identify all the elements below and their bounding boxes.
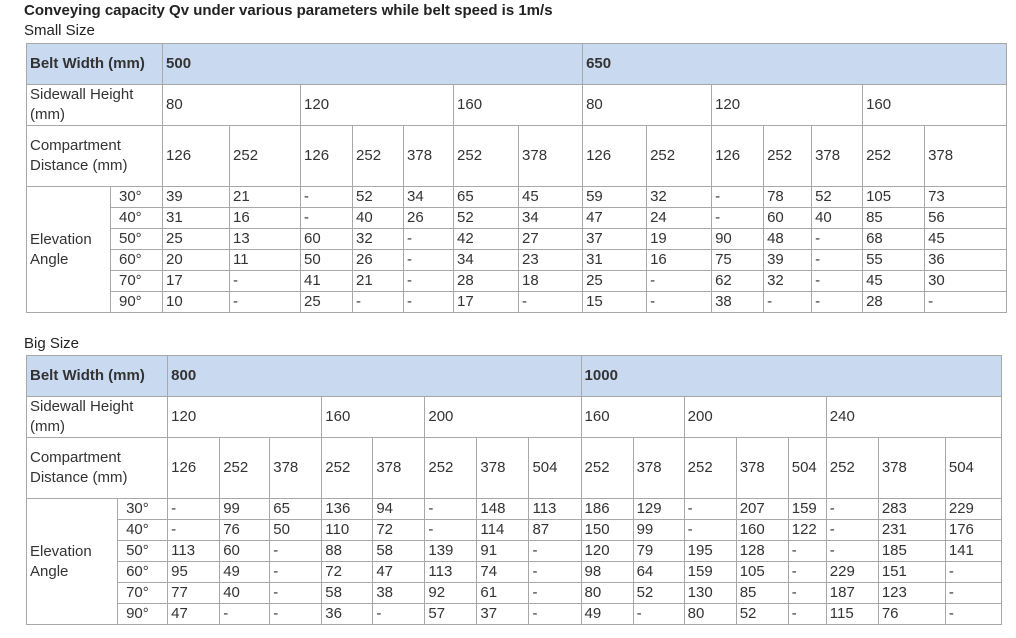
capacity-cell: 88 [322, 541, 373, 562]
capacity-cell: - [301, 187, 353, 208]
capacity-cell: 41 [301, 271, 353, 292]
capacity-cell: 87 [529, 520, 581, 541]
capacity-cell: 38 [712, 292, 764, 313]
capacity-cell: 28 [863, 292, 925, 313]
capacity-cell: 34 [454, 250, 519, 271]
sidewall-value: 120 [301, 85, 454, 126]
capacity-cell: 176 [945, 520, 1001, 541]
capacity-cell: 17 [163, 271, 230, 292]
capacity-cell: 55 [863, 250, 925, 271]
compartment-value: 504 [788, 438, 826, 499]
capacity-cell: 62 [712, 271, 764, 292]
capacity-cell: 52 [736, 604, 788, 625]
capacity-cell: - [812, 229, 863, 250]
compartment-label: Compartment Distance (mm) [27, 126, 163, 187]
table-row [27, 187, 1007, 208]
belt-width-label: Belt Width (mm) [27, 356, 168, 397]
capacity-cell: - [220, 604, 270, 625]
capacity-cell: - [404, 229, 454, 250]
capacity-cell: 105 [736, 562, 788, 583]
capacity-cell: 79 [633, 541, 684, 562]
sidewall-value: 160 [863, 85, 1007, 126]
table-row [27, 520, 1002, 541]
compartment-value: 504 [529, 438, 581, 499]
compartment-value: 378 [270, 438, 322, 499]
angle-cell: 60° [118, 562, 168, 583]
capacity-cell: 40 [812, 208, 863, 229]
elevation-label: Elevation Angle [27, 499, 118, 625]
capacity-cell: 31 [583, 250, 647, 271]
capacity-cell: 85 [863, 208, 925, 229]
angle-cell: 50° [118, 541, 168, 562]
capacity-cell: 130 [684, 583, 736, 604]
capacity-cell: 105 [863, 187, 925, 208]
compartment-value: 378 [477, 438, 529, 499]
capacity-cell: 19 [647, 229, 712, 250]
angle-cell: 60° [111, 250, 163, 271]
compartment-value: 252 [220, 438, 270, 499]
angle-cell: 50° [111, 229, 163, 250]
sidewall-value: 120 [168, 397, 322, 438]
capacity-cell: 141 [945, 541, 1001, 562]
capacity-cell: 24 [647, 208, 712, 229]
capacity-cell: 52 [353, 187, 404, 208]
capacity-cell: - [270, 604, 322, 625]
capacity-cell: - [812, 250, 863, 271]
capacity-cell: 25 [583, 271, 647, 292]
capacity-cell: 52 [633, 583, 684, 604]
belt-width-value: 650 [583, 44, 1007, 85]
angle-cell: 70° [111, 271, 163, 292]
capacity-cell: 99 [220, 499, 270, 520]
capacity-cell: 60 [764, 208, 812, 229]
capacity-cell: 74 [477, 562, 529, 583]
capacity-cell: 185 [878, 541, 945, 562]
capacity-cell: 50 [270, 520, 322, 541]
capacity-cell: - [425, 520, 477, 541]
capacity-cell: - [647, 271, 712, 292]
sidewall-value: 200 [425, 397, 581, 438]
capacity-cell: 60 [220, 541, 270, 562]
capacity-cell: 18 [519, 271, 583, 292]
angle-cell: 40° [111, 208, 163, 229]
sidewall-value: 160 [581, 397, 684, 438]
capacity-cell: 52 [454, 208, 519, 229]
sidewall-value: 120 [712, 85, 863, 126]
capacity-cell: - [404, 271, 454, 292]
capacity-cell: - [945, 562, 1001, 583]
capacity-cell: 45 [925, 229, 1007, 250]
capacity-cell: 72 [373, 520, 425, 541]
capacity-cell: 39 [764, 250, 812, 271]
capacity-cell: - [788, 541, 826, 562]
capacity-cell: 92 [425, 583, 477, 604]
capacity-cell: - [230, 292, 301, 313]
capacity-cell: 49 [581, 604, 633, 625]
capacity-cell: 52 [812, 187, 863, 208]
capacity-cell: - [519, 292, 583, 313]
sidewall-row [27, 85, 1007, 126]
belt-width-row [27, 356, 1002, 397]
capacity-cell: 61 [477, 583, 529, 604]
compartment-label: Compartment Distance (mm) [27, 438, 168, 499]
table-row [27, 604, 1002, 625]
capacity-cell: 15 [583, 292, 647, 313]
table-row [27, 208, 1007, 229]
capacity-cell: 49 [220, 562, 270, 583]
capacity-cell: 45 [519, 187, 583, 208]
capacity-cell: 30 [925, 271, 1007, 292]
section-label-big: Big Size [24, 335, 80, 352]
compartment-value: 252 [425, 438, 477, 499]
compartment-value: 378 [633, 438, 684, 499]
capacity-cell: 113 [529, 499, 581, 520]
capacity-cell: 21 [230, 187, 301, 208]
capacity-cell: - [633, 604, 684, 625]
capacity-cell: 229 [826, 562, 878, 583]
capacity-cell: 26 [353, 250, 404, 271]
compartment-value: 378 [404, 126, 454, 187]
capacity-cell: 150 [581, 520, 633, 541]
capacity-cell: - [812, 271, 863, 292]
capacity-cell: 65 [270, 499, 322, 520]
capacity-cell: - [301, 208, 353, 229]
capacity-cell: 64 [633, 562, 684, 583]
sidewall-value: 200 [684, 397, 826, 438]
section-label-small: Small Size [24, 22, 95, 39]
small-size-table [26, 43, 1007, 313]
compartment-value: 378 [373, 438, 425, 499]
capacity-cell: 11 [230, 250, 301, 271]
compartment-value: 252 [863, 126, 925, 187]
capacity-cell: - [764, 292, 812, 313]
belt-width-value: 1000 [581, 356, 1001, 397]
table-row [27, 499, 1002, 520]
capacity-cell: 113 [425, 562, 477, 583]
compartment-value: 126 [163, 126, 230, 187]
capacity-cell: 58 [373, 541, 425, 562]
angle-cell: 40° [118, 520, 168, 541]
compartment-value: 378 [736, 438, 788, 499]
compartment-value: 252 [647, 126, 712, 187]
capacity-cell: 90 [712, 229, 764, 250]
capacity-cell: - [712, 208, 764, 229]
capacity-cell: 26 [404, 208, 454, 229]
capacity-cell: 76 [878, 604, 945, 625]
capacity-cell: 32 [647, 187, 712, 208]
capacity-cell: - [529, 604, 581, 625]
compartment-value: 126 [301, 126, 353, 187]
capacity-cell: - [826, 499, 878, 520]
capacity-cell: 10 [163, 292, 230, 313]
capacity-cell: - [425, 499, 477, 520]
capacity-cell: - [373, 604, 425, 625]
capacity-cell: - [529, 583, 581, 604]
capacity-cell: - [404, 250, 454, 271]
capacity-cell: - [788, 583, 826, 604]
capacity-cell: 75 [712, 250, 764, 271]
capacity-cell: 231 [878, 520, 945, 541]
sidewall-value: 160 [454, 85, 583, 126]
capacity-cell: 151 [878, 562, 945, 583]
capacity-cell: 98 [581, 562, 633, 583]
capacity-cell: 60 [301, 229, 353, 250]
capacity-cell: 20 [163, 250, 230, 271]
sidewall-value: 80 [583, 85, 712, 126]
table-row [27, 250, 1007, 271]
capacity-cell: 78 [764, 187, 812, 208]
table-row [27, 562, 1002, 583]
sidewall-label: Sidewall Height (mm) [27, 397, 168, 438]
table-row [27, 583, 1002, 604]
capacity-cell: 36 [925, 250, 1007, 271]
capacity-cell: 91 [477, 541, 529, 562]
capacity-cell: - [945, 604, 1001, 625]
angle-cell: 30° [118, 499, 168, 520]
angle-cell: 30° [111, 187, 163, 208]
sidewall-value: 160 [322, 397, 425, 438]
compartment-value: 252 [581, 438, 633, 499]
compartment-value: 126 [168, 438, 220, 499]
compartment-value: 252 [684, 438, 736, 499]
capacity-cell: - [812, 292, 863, 313]
capacity-cell: 36 [322, 604, 373, 625]
capacity-cell: 95 [168, 562, 220, 583]
capacity-cell: 31 [163, 208, 230, 229]
capacity-cell: 85 [736, 583, 788, 604]
capacity-cell: 94 [373, 499, 425, 520]
capacity-cell: 207 [736, 499, 788, 520]
capacity-cell: 159 [788, 499, 826, 520]
capacity-cell: - [230, 271, 301, 292]
capacity-cell: - [168, 499, 220, 520]
angle-cell: 90° [111, 292, 163, 313]
capacity-cell: 99 [633, 520, 684, 541]
capacity-cell: 160 [736, 520, 788, 541]
capacity-cell: 28 [454, 271, 519, 292]
capacity-cell: 16 [230, 208, 301, 229]
capacity-cell: 186 [581, 499, 633, 520]
capacity-cell: 21 [353, 271, 404, 292]
capacity-cell: 38 [373, 583, 425, 604]
compartment-row [27, 438, 1002, 499]
page-title: Conveying capacity Qv under various parameters while belt speed is 1m/s [24, 2, 553, 19]
capacity-cell: 110 [322, 520, 373, 541]
capacity-cell: 59 [583, 187, 647, 208]
capacity-cell: 16 [647, 250, 712, 271]
capacity-cell: 47 [168, 604, 220, 625]
capacity-cell: 68 [863, 229, 925, 250]
capacity-cell: 40 [353, 208, 404, 229]
belt-width-value: 500 [163, 44, 583, 85]
compartment-value: 378 [519, 126, 583, 187]
capacity-cell: 72 [322, 562, 373, 583]
compartment-value: 252 [764, 126, 812, 187]
capacity-cell: 77 [168, 583, 220, 604]
table-row [27, 271, 1007, 292]
compartment-value: 252 [826, 438, 878, 499]
capacity-cell: 32 [764, 271, 812, 292]
capacity-cell: - [712, 187, 764, 208]
capacity-cell: 120 [581, 541, 633, 562]
capacity-cell: 159 [684, 562, 736, 583]
capacity-cell: - [945, 583, 1001, 604]
belt-width-value: 800 [168, 356, 581, 397]
capacity-cell: 76 [220, 520, 270, 541]
capacity-cell: - [684, 520, 736, 541]
capacity-cell: - [788, 604, 826, 625]
capacity-cell: 40 [220, 583, 270, 604]
capacity-cell: 80 [684, 604, 736, 625]
capacity-cell: 37 [583, 229, 647, 250]
capacity-cell: 65 [454, 187, 519, 208]
capacity-cell: 50 [301, 250, 353, 271]
capacity-cell: 195 [684, 541, 736, 562]
table-row [27, 229, 1007, 250]
capacity-cell: 58 [322, 583, 373, 604]
sidewall-label: Sidewall Height (mm) [27, 85, 163, 126]
capacity-cell: 57 [425, 604, 477, 625]
capacity-cell: 80 [581, 583, 633, 604]
capacity-cell: - [684, 499, 736, 520]
compartment-row [27, 126, 1007, 187]
capacity-cell: 129 [633, 499, 684, 520]
capacity-cell: 42 [454, 229, 519, 250]
capacity-cell: 13 [230, 229, 301, 250]
capacity-cell: - [788, 562, 826, 583]
capacity-cell: 39 [163, 187, 230, 208]
capacity-cell: 37 [477, 604, 529, 625]
compartment-value: 378 [878, 438, 945, 499]
capacity-cell: 114 [477, 520, 529, 541]
capacity-cell: - [529, 541, 581, 562]
compartment-value: 252 [230, 126, 301, 187]
capacity-cell: 123 [878, 583, 945, 604]
capacity-cell: 34 [519, 208, 583, 229]
compartment-value: 252 [353, 126, 404, 187]
capacity-cell: - [270, 541, 322, 562]
capacity-cell: 23 [519, 250, 583, 271]
compartment-value: 504 [945, 438, 1001, 499]
capacity-cell: - [168, 520, 220, 541]
capacity-cell: - [647, 292, 712, 313]
table-row [27, 541, 1002, 562]
capacity-cell: 32 [353, 229, 404, 250]
capacity-cell: 139 [425, 541, 477, 562]
capacity-cell: 283 [878, 499, 945, 520]
sidewall-value: 240 [826, 397, 1001, 438]
capacity-cell: 47 [373, 562, 425, 583]
compartment-value: 252 [322, 438, 373, 499]
capacity-cell: 34 [404, 187, 454, 208]
capacity-cell: - [270, 583, 322, 604]
compartment-value: 126 [712, 126, 764, 187]
angle-cell: 70° [118, 583, 168, 604]
big-size-table [26, 355, 1002, 625]
angle-cell: 90° [118, 604, 168, 625]
capacity-cell: - [270, 562, 322, 583]
capacity-cell: - [826, 520, 878, 541]
capacity-cell: 17 [454, 292, 519, 313]
capacity-cell: 128 [736, 541, 788, 562]
capacity-cell: 25 [301, 292, 353, 313]
capacity-cell: 187 [826, 583, 878, 604]
compartment-value: 252 [454, 126, 519, 187]
elevation-label: Elevation Angle [27, 187, 111, 313]
capacity-cell: 45 [863, 271, 925, 292]
table-row [27, 292, 1007, 313]
capacity-cell: 229 [945, 499, 1001, 520]
capacity-cell: 115 [826, 604, 878, 625]
capacity-cell: - [925, 292, 1007, 313]
capacity-cell: 47 [583, 208, 647, 229]
capacity-cell: 136 [322, 499, 373, 520]
capacity-cell: 122 [788, 520, 826, 541]
capacity-cell: 148 [477, 499, 529, 520]
capacity-cell: - [353, 292, 404, 313]
capacity-cell: 73 [925, 187, 1007, 208]
capacity-cell: 27 [519, 229, 583, 250]
compartment-value: 126 [583, 126, 647, 187]
belt-width-row [27, 44, 1007, 85]
capacity-cell: - [404, 292, 454, 313]
capacity-cell: 25 [163, 229, 230, 250]
compartment-value: 378 [925, 126, 1007, 187]
capacity-cell: 56 [925, 208, 1007, 229]
belt-width-label: Belt Width (mm) [27, 44, 163, 85]
capacity-cell: - [826, 541, 878, 562]
capacity-cell: 48 [764, 229, 812, 250]
capacity-cell: 113 [168, 541, 220, 562]
sidewall-row [27, 397, 1002, 438]
sidewall-value: 80 [163, 85, 301, 126]
compartment-value: 378 [812, 126, 863, 187]
capacity-cell: - [529, 562, 581, 583]
